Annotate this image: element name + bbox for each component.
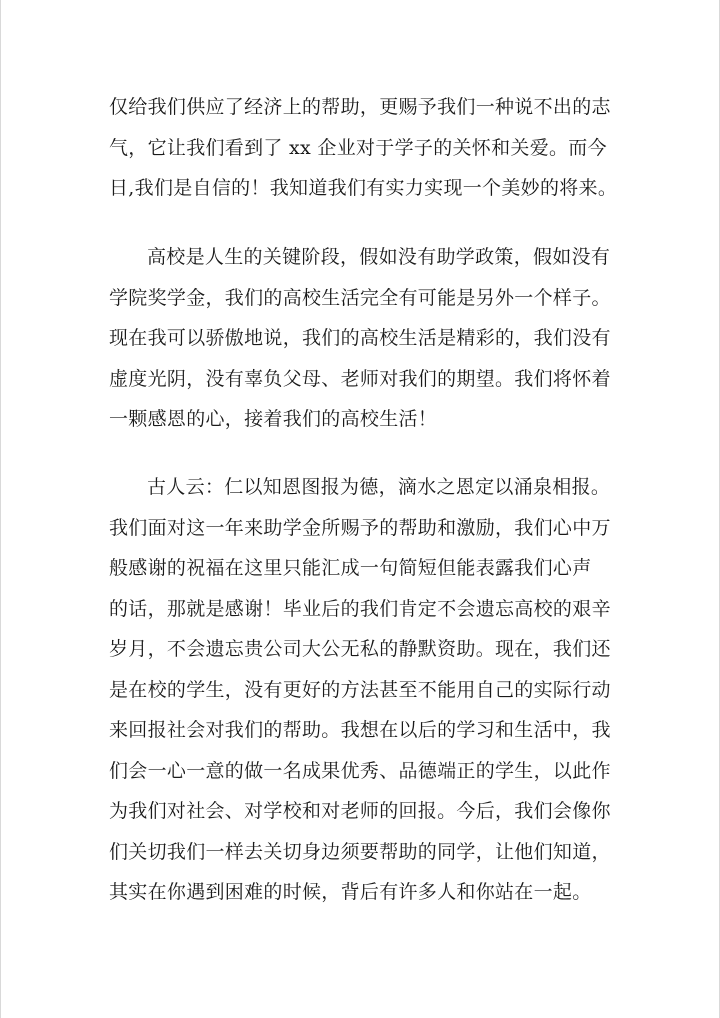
text-line: 为我们对社会、对学校和对老师的回报。今后，我们会像你 [109,800,611,822]
paragraph-2 [109,237,615,440]
text-line: 一颗感恩的心，接着我们的高校生活！ [109,408,438,430]
text-line: 来回报社会对我们的帮助。我想在以后的学习和生活中，我 [109,719,611,741]
text-line: 现在我可以骄傲地说，我们的高校生活是精彩的，我们没有 [109,327,611,349]
text-line: 高校是人生的关键阶段，假如没有助学政策，假如没有 [147,246,611,268]
text-line: 岁月，不会遗忘贵公司大公无私的静默资助。现在，我们还 [109,638,611,660]
text-line: 们关切我们一样去关切身边须要帮助的同学，让他们知道， [109,840,611,863]
text-line: 般感谢的祝福在这里只能汇成一句简短但能表露我们心声 [109,557,592,579]
text-line: 我们面对这一年来助学金所赐予的帮助和激励，我们心中万 [109,516,611,539]
text-line: 其实在你遇到困难的时候，背后有许多人和你站在一起。 [109,881,592,903]
text-line: 古人云：仁以知恩图报为德，滴水之恩定以涌泉相报。 [147,476,611,498]
paragraph-1 [109,87,618,209]
text-line: 学院奖学金，我们的高校生活完全有可能是另外一个样子。 [109,286,611,309]
text-line: 气，它让我们看到了 xx 企业对于学子的关怀和关爱。而今 [109,136,607,159]
text-line: 是在校的学生，没有更好的方法甚至不能用自己的实际行动 [109,678,611,701]
paragraph-3 [109,467,615,913]
text-line: 仅给我们供应了经济上的帮助，更赐予我们一种说不出的志 [109,96,611,118]
text-line: 虚度光阴，没有辜负父母、老师对我们的期望。我们将怀着 [109,367,611,390]
text-line: 们会一心一意的做一名成果优秀、品德端正的学生，以此作 [109,759,611,782]
text-line: 的话，那就是感谢！毕业后的我们肯定不会遗忘高校的艰辛 [109,597,611,620]
text-line: 日,我们是自信的！我知道我们有实力实现一个美妙的将来。 [109,177,618,199]
